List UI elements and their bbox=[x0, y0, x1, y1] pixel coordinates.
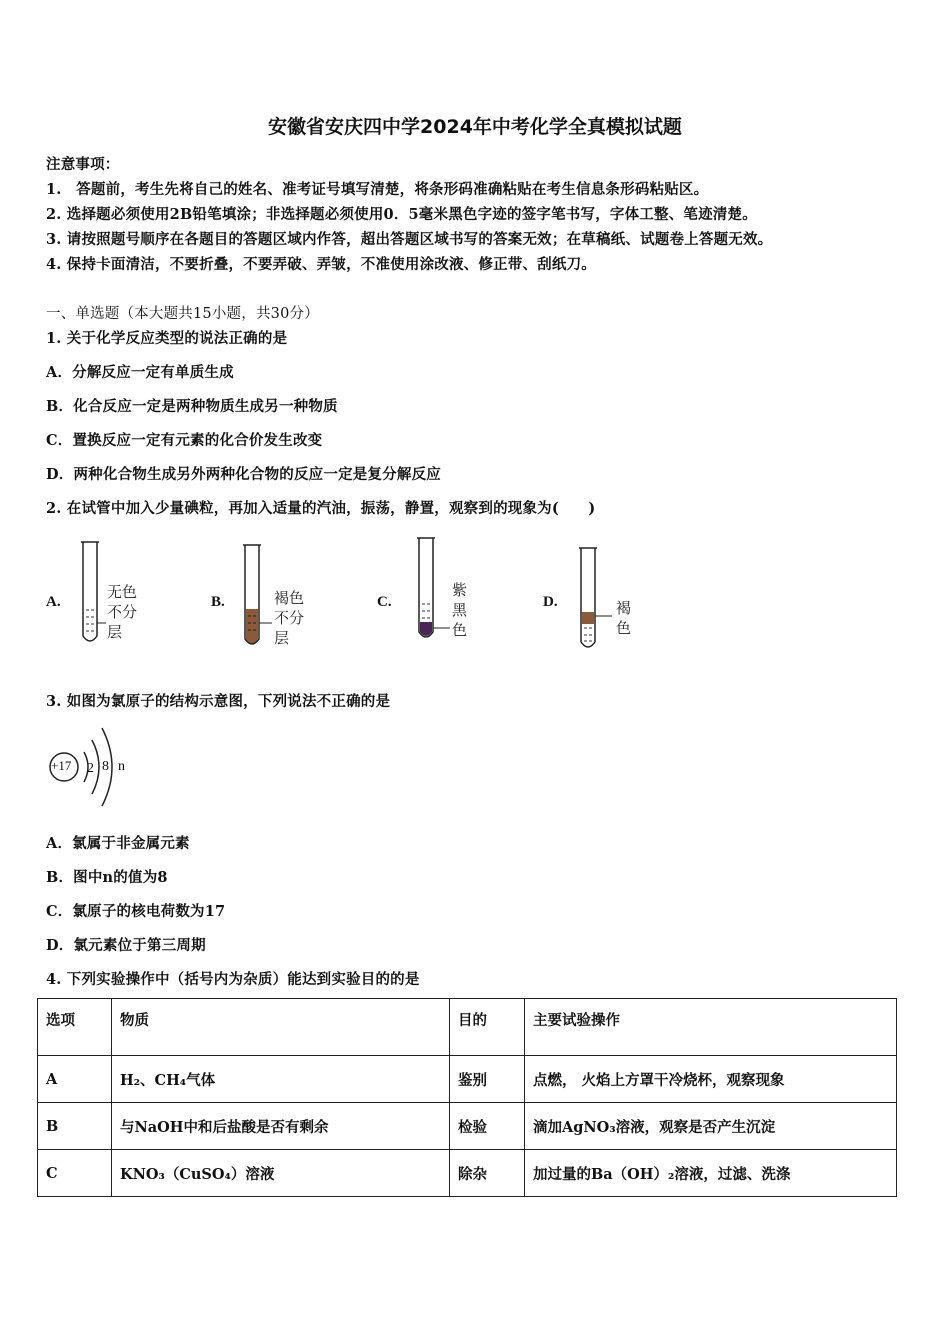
q2-option-c-label: 紫黑色 bbox=[452, 581, 468, 639]
notice-item-2: 2. 选择题必须使用2B铅笔填涂；非选择题必须使用0．5毫米黑色字迹的签字笔书写，字体工整、笔迹清楚。 bbox=[46, 206, 757, 223]
test-tube-c-icon bbox=[412, 536, 450, 644]
row-option: B bbox=[38, 1103, 112, 1150]
shell-2-count: 8 bbox=[102, 759, 109, 774]
q1-option-c: C．置换反应一定有元素的化合价发生改变 bbox=[46, 432, 323, 449]
q2-option-d-letter: D. bbox=[543, 594, 558, 610]
row-purpose: 鉴别 bbox=[450, 1056, 525, 1103]
test-tube-d-icon bbox=[574, 546, 612, 654]
row-purpose: 检验 bbox=[450, 1103, 525, 1150]
q3-option-c: C．氯原子的核电荷数为17 bbox=[46, 903, 226, 920]
test-tube-b-icon bbox=[238, 543, 272, 651]
table-header-row bbox=[38, 999, 897, 1056]
row-purpose: 除杂 bbox=[450, 1150, 525, 1197]
test-tube-a-icon bbox=[76, 540, 106, 648]
table-row bbox=[38, 1056, 897, 1103]
chlorine-atom-diagram bbox=[44, 722, 144, 812]
row-substance: KNO₃（CuSO₄）溶液 bbox=[112, 1150, 450, 1197]
nucleus-label: +17 bbox=[51, 758, 72, 773]
row-substance: 与NaOH中和后盐酸是否有剩余 bbox=[112, 1103, 450, 1150]
shell-1-count: 2 bbox=[87, 761, 94, 776]
page-title: 安徽省安庆四中学2024年中考化学全真模拟试题 bbox=[268, 116, 682, 138]
q4-stem: 4. 下列实验操作中（括号内为杂质）能达到实验目的的是 bbox=[46, 971, 420, 988]
row-option: C bbox=[38, 1150, 112, 1197]
q1-option-d: D．两种化合物生成另外两种化合物的反应一定是复分解反应 bbox=[46, 466, 441, 483]
row-operation: 点燃， 火焰上方罩干冷烧杯，观察现象 bbox=[525, 1056, 897, 1103]
q2-option-b-label: 褐色不分层 bbox=[274, 589, 305, 647]
q2-option-a-label: 无色不分层 bbox=[107, 583, 138, 641]
table-row bbox=[38, 1150, 897, 1197]
notice-item-4: 4. 保持卡面清洁，不要折叠，不要弄破、弄皱，不准使用涂改液、修正带、刮纸刀。 bbox=[46, 256, 596, 273]
header-purpose: 目的 bbox=[450, 999, 525, 1056]
header-operation: 主要试验操作 bbox=[525, 999, 897, 1056]
shell-3-count: n bbox=[118, 759, 125, 774]
header-option: 选项 bbox=[38, 999, 112, 1056]
notice-item-1: 1. 答题前，考生先将自己的姓名、准考证号填写清楚，将条形码准确粘贴在考生信息条形码粘贴区。 bbox=[46, 181, 709, 198]
table-row bbox=[38, 1103, 897, 1150]
q3-option-d: D．氯元素位于第三周期 bbox=[46, 937, 206, 954]
q4-table bbox=[37, 998, 897, 1197]
q2-option-d-label: 褐色 bbox=[616, 599, 632, 637]
q2-option-b-letter: B. bbox=[211, 594, 225, 610]
section-heading: 一、单选题（本大题共15小题，共30分） bbox=[46, 306, 319, 322]
q3-option-a: A．氯属于非金属元素 bbox=[46, 835, 190, 852]
row-operation: 加过量的Ba（OH）₂溶液，过滤、洗涤 bbox=[525, 1150, 897, 1197]
q2-option-a-letter: A. bbox=[46, 594, 61, 610]
notice-item-3: 3. 请按照题号顺序在各题目的答题区域内作答，超出答题区域书写的答案无效；在草稿纸、试题卷上答题无效。 bbox=[46, 231, 773, 248]
header-substance: 物质 bbox=[112, 999, 450, 1056]
row-option: A bbox=[38, 1056, 112, 1103]
q2-option-c-letter: C. bbox=[377, 594, 392, 610]
q3-option-b: B．图中n的值为8 bbox=[46, 869, 168, 886]
row-operation: 滴加AgNO₃溶液，观察是否产生沉淀 bbox=[525, 1103, 897, 1150]
notice-heading: 注意事项： bbox=[46, 156, 120, 173]
q1-stem: 1. 关于化学反应类型的说法正确的是 bbox=[46, 330, 288, 347]
q1-option-a: A．分解反应一定有单质生成 bbox=[46, 364, 234, 381]
row-substance: H₂、CH₄气体 bbox=[112, 1056, 450, 1103]
q1-option-b: B．化合反应一定是两种物质生成另一种物质 bbox=[46, 398, 338, 415]
q2-stem: 2. 在试管中加入少量碘粒，再加入适量的汽油，振荡，静置，观察到的现象为( ) bbox=[46, 500, 596, 517]
q3-stem: 3. 如图为氯原子的结构示意图，下列说法不正确的是 bbox=[46, 693, 391, 710]
